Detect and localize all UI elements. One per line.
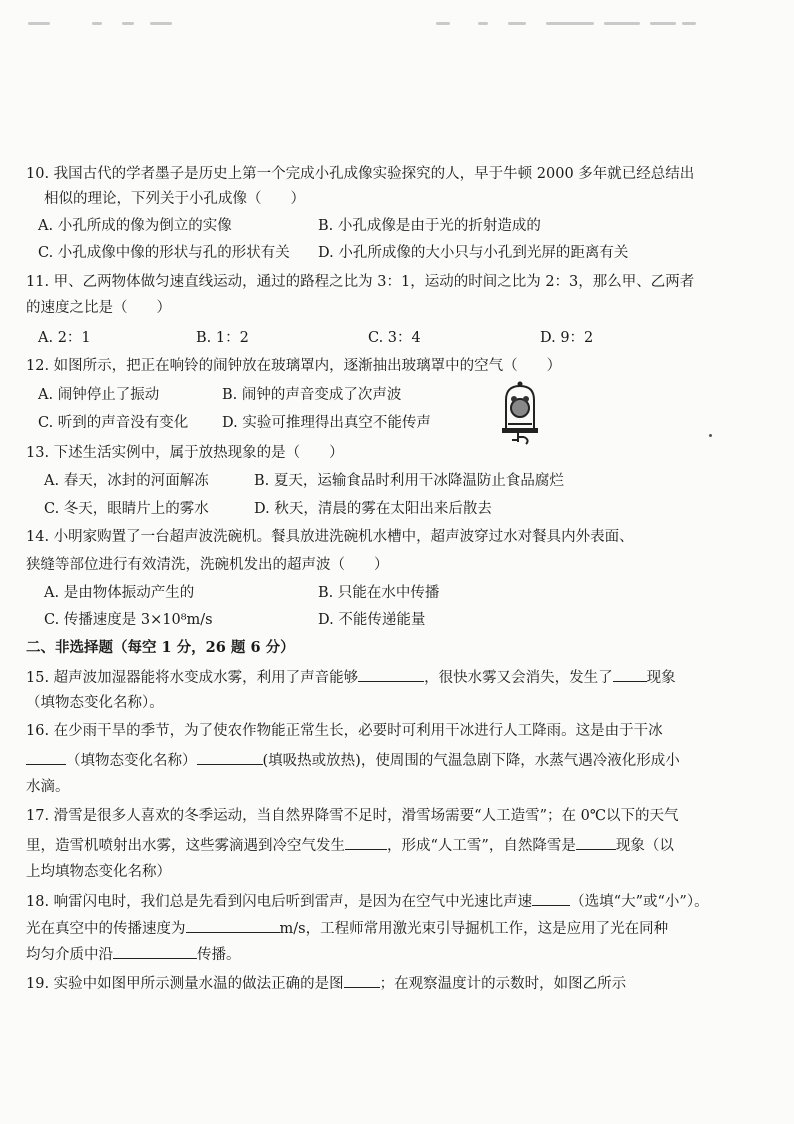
q14-option-a: A. 是由物体振动产生的 — [44, 585, 195, 601]
q11-option-c: C. 3：4 — [368, 330, 421, 346]
q19-blank-1[interactable] — [344, 973, 380, 988]
q14-option-d: D. 不能传递能量 — [318, 612, 426, 628]
q12-option-d: D. 实验可推理得出真空不能传声 — [222, 415, 431, 431]
q17-blank-1[interactable] — [345, 835, 387, 850]
q14-option-b: B. 只能在水中传播 — [318, 585, 440, 601]
scan-header-noise — [0, 18, 794, 34]
q13-option-c: C. 冬天，眼睛片上的雾水 — [44, 501, 209, 517]
q11-option-d: D. 9：2 — [540, 330, 594, 346]
q13-option-a: A. 春天，冰封的河面解冻 — [44, 473, 209, 489]
q15-blank-1[interactable] — [358, 667, 424, 682]
q10-option-a: A. 小孔所成的像为倒立的实像 — [38, 218, 232, 234]
bell-jar-alarm-clock-icon — [494, 380, 546, 446]
q14-option-c: C. 传播速度是 3×10⁸m/s — [44, 612, 213, 628]
q16-blank-1[interactable] — [26, 750, 66, 765]
q16-blank-2[interactable] — [197, 750, 263, 765]
q17-blank-2[interactable] — [576, 835, 616, 850]
q13-option-d: D. 秋天，清晨的雾在太阳出来后散去 — [254, 501, 492, 517]
q15-blank-2[interactable] — [613, 667, 647, 682]
q10-option-c: C. 小孔成像中像的形状与孔的形状有关 — [38, 245, 290, 261]
q18-blank-2[interactable] — [186, 918, 280, 933]
q12-option-a: A. 闹钟停止了振动 — [38, 387, 160, 403]
scan-speck — [709, 434, 712, 437]
q11-option-b: B. 1：2 — [196, 330, 249, 346]
q13-option-b: B. 夏天，运输食品时利用干冰降温防止食品腐烂 — [254, 473, 564, 489]
q18-blank-1[interactable] — [532, 891, 570, 906]
q12-option-c: C. 听到的声音没有变化 — [38, 415, 189, 431]
q10-option-d: D. 小孔所成像的大小只与小孔到光屏的距离有关 — [318, 245, 629, 261]
q10-option-b: B. 小孔成像是由于光的折射造成的 — [318, 218, 541, 234]
q12-option-b: B. 闹钟的声音变成了次声波 — [222, 387, 402, 403]
q18-blank-3[interactable] — [113, 944, 197, 959]
q11-option-a: A. 2：1 — [38, 330, 91, 346]
